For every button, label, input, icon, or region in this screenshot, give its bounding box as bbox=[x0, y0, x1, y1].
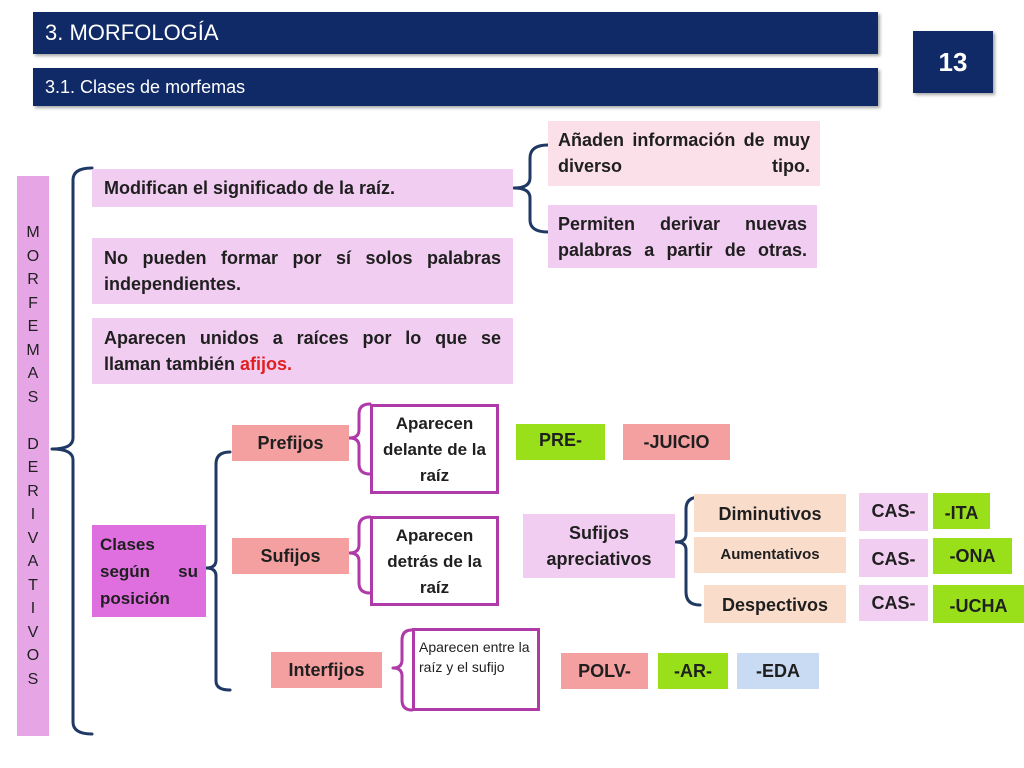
prefijo-example-pre: PRE- bbox=[516, 424, 605, 460]
vertical-letter: V bbox=[27, 529, 39, 547]
aumentativos-label: Aumentativos bbox=[694, 537, 846, 573]
interfijo-example-ar: -AR- bbox=[658, 653, 728, 689]
sufijos-apreciativos: Sufijos apreciativos bbox=[523, 514, 675, 578]
prefijos-description: Aparecen delante de la raíz bbox=[370, 404, 499, 494]
interfijo-example-eda: -EDA bbox=[737, 653, 819, 689]
vertical-letter: E bbox=[27, 318, 39, 335]
sufijos-bracket bbox=[349, 517, 370, 593]
sufijos-description: Aparecen detrás de la raíz bbox=[370, 516, 499, 606]
vertical-letter: V bbox=[27, 623, 39, 641]
despectivo-suffix: -UCHA bbox=[933, 585, 1024, 623]
despectivo-stem: CAS- bbox=[859, 585, 928, 621]
vertical-letter: I bbox=[30, 600, 36, 617]
property-afijos bbox=[92, 318, 513, 384]
diminutivo-stem: CAS- bbox=[859, 493, 928, 531]
despectivos-label: Despectivos bbox=[704, 585, 846, 623]
vertical-letter: S bbox=[27, 388, 39, 406]
slide-number: 13 bbox=[913, 31, 993, 93]
aumentativo-stem: CAS- bbox=[859, 539, 928, 577]
vertical-letter: M bbox=[26, 224, 40, 241]
effect-information: Añaden información de muy diverso tipo. bbox=[548, 121, 820, 186]
vertical-letter: R bbox=[27, 482, 39, 500]
vertical-letter: O bbox=[26, 647, 40, 664]
subsection-title-bar: 3.1. Clases de morfemas bbox=[33, 68, 878, 106]
sufijos-label: Sufijos bbox=[232, 538, 349, 574]
prefijo-example-juicio: -JUICIO bbox=[623, 424, 730, 460]
prefijos-label: Prefijos bbox=[232, 425, 349, 461]
vertical-letter: F bbox=[28, 294, 38, 312]
vertical-letter: E bbox=[27, 459, 39, 476]
afijos-description: Aparecen unidos a raíces por lo que se llaman también bbox=[104, 328, 501, 374]
prefijos-bracket bbox=[349, 404, 370, 474]
vertical-letter: S bbox=[27, 670, 39, 688]
property-not-independent: No pueden formar por sí solos palabras independientes. bbox=[92, 238, 513, 304]
main-bracket bbox=[52, 168, 92, 734]
section-title-bar: 3. MORFOLOGÍA bbox=[33, 12, 878, 54]
interfijos-bracket bbox=[393, 630, 412, 710]
vertical-letter: R bbox=[27, 271, 39, 288]
interfijo-example-polv: POLV- bbox=[561, 653, 648, 689]
interfijos-description: Aparecen entre la raíz y el sufijo bbox=[412, 628, 540, 711]
morfemas-derivativos-label bbox=[17, 176, 49, 736]
clases-posicion: Clases según su posición bbox=[92, 525, 206, 617]
diminutivos-label: Diminutivos bbox=[694, 494, 846, 532]
vertical-letter: I bbox=[30, 506, 36, 523]
vertical-letter: D bbox=[27, 435, 39, 453]
vertical-letter: A bbox=[27, 553, 39, 570]
interfijos-label: Interfijos bbox=[271, 652, 382, 688]
positions-bracket bbox=[206, 452, 230, 690]
diminutivo-suffix: -ITA bbox=[933, 493, 990, 529]
aumentativo-suffix: -ONA bbox=[933, 538, 1012, 574]
effects-bracket bbox=[514, 145, 548, 232]
vertical-letter: T bbox=[28, 576, 38, 594]
vertical-letter: A bbox=[27, 365, 39, 382]
vertical-letter: M bbox=[26, 341, 40, 359]
afijos-term: afijos. bbox=[240, 354, 293, 374]
property-modify-meaning: Modifican el significado de la raíz. bbox=[92, 169, 513, 207]
effect-derive: Permiten derivar nuevas palabras a partir de otras. bbox=[548, 205, 817, 268]
vertical-letter: O bbox=[26, 247, 40, 265]
